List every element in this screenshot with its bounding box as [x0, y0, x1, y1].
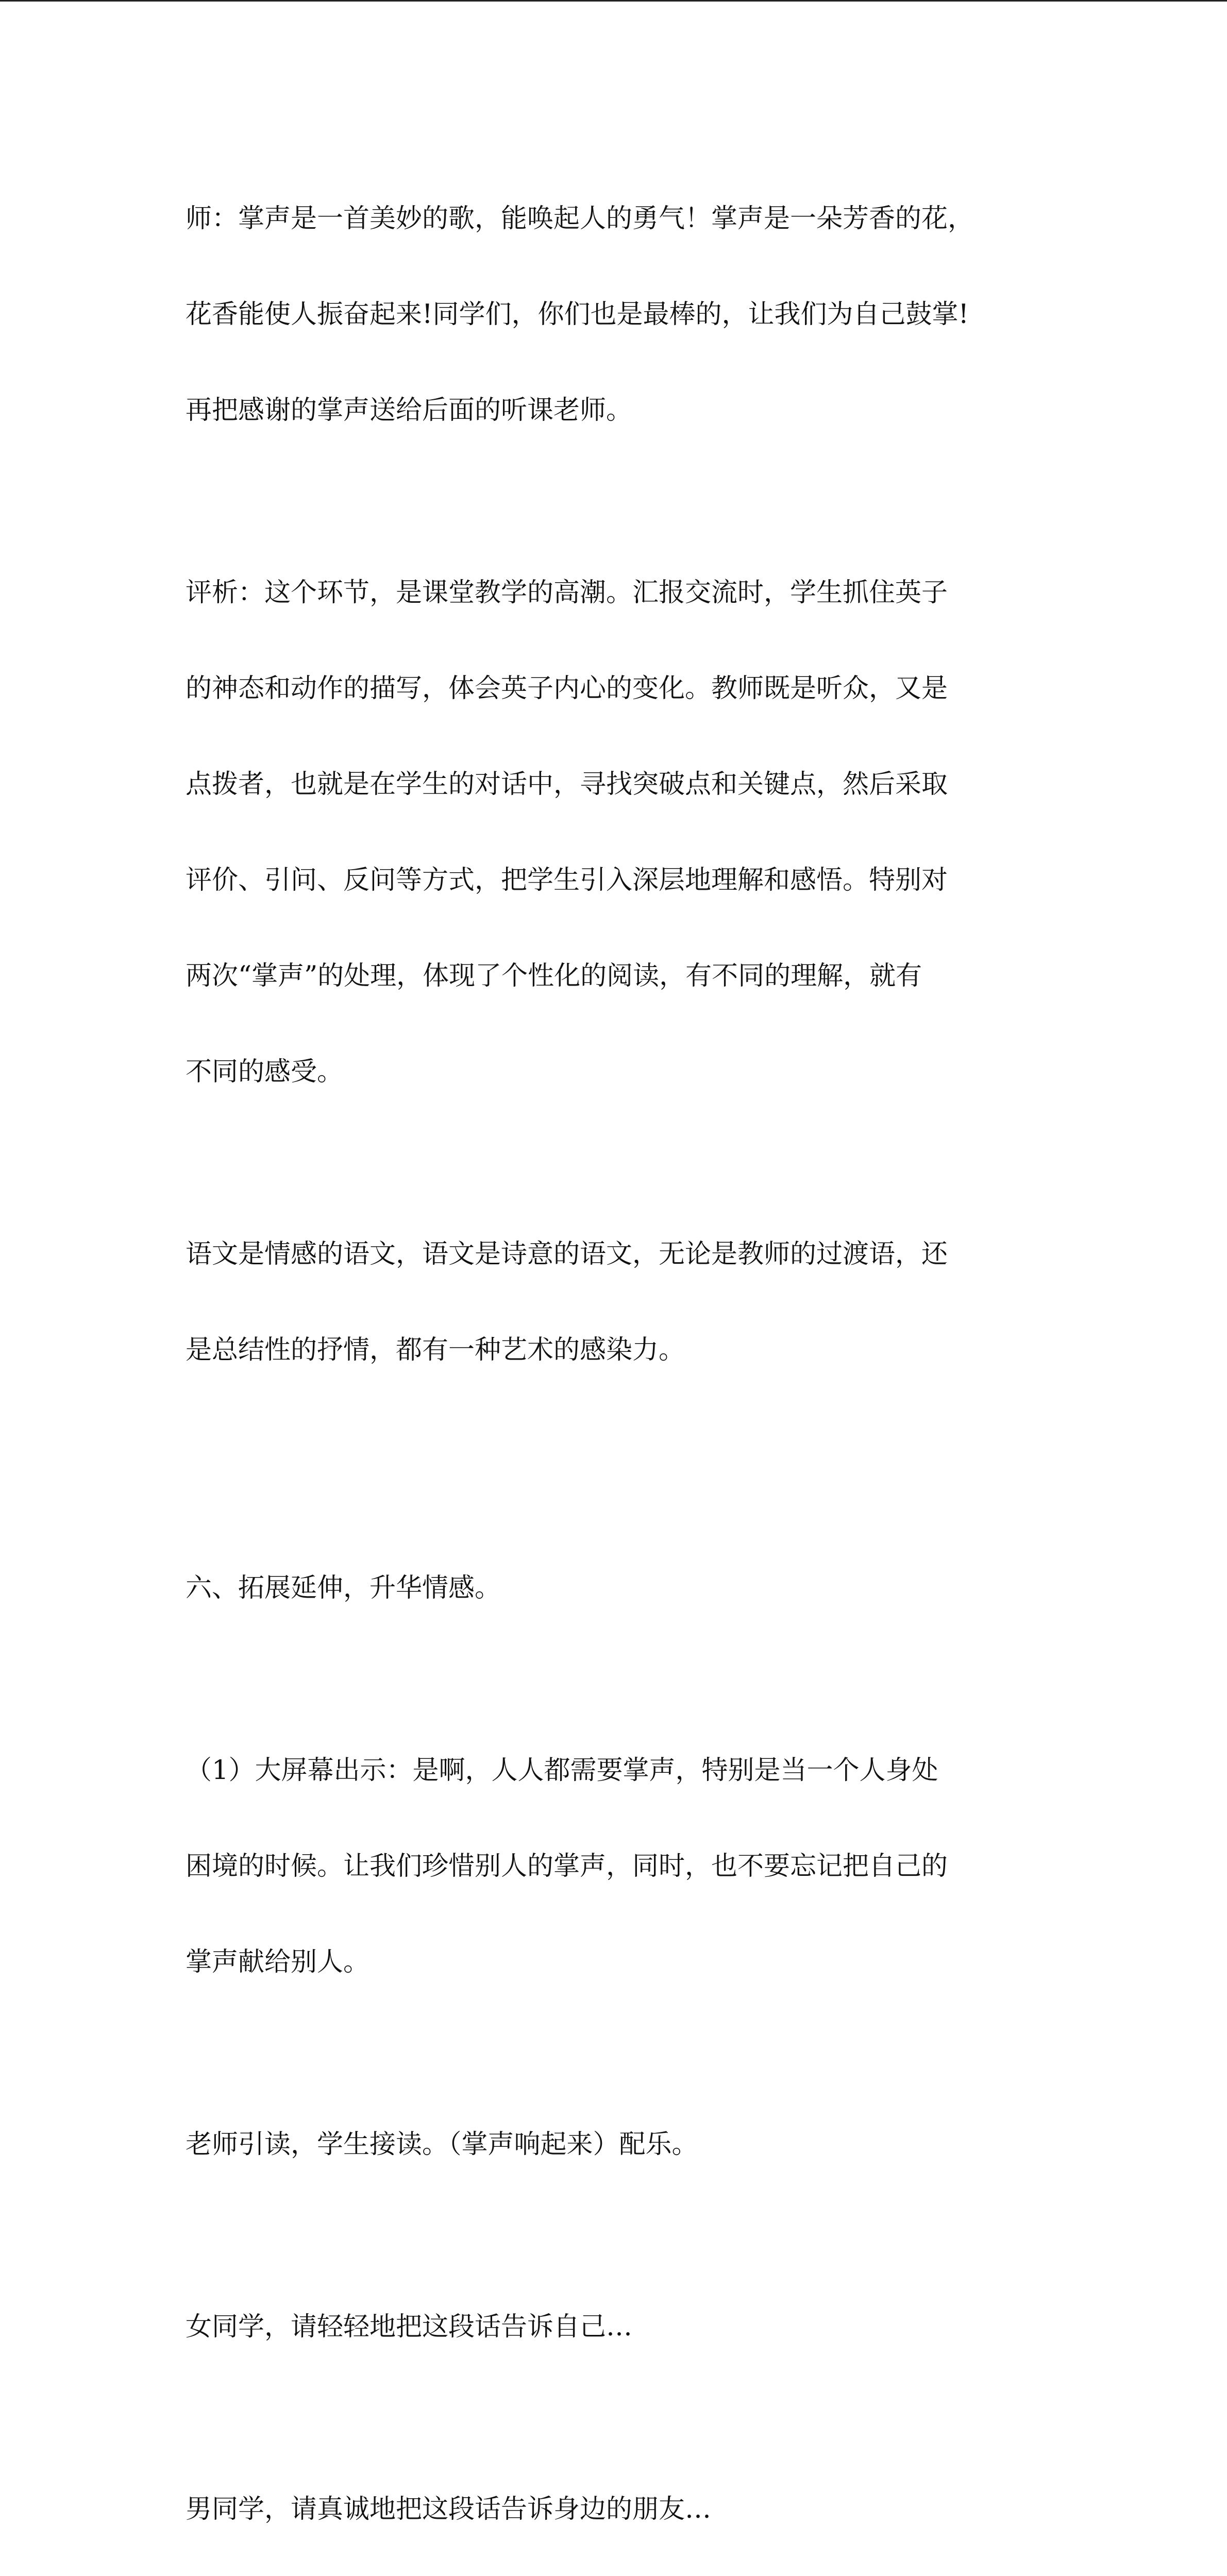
page-top-border	[0, 0, 1227, 2]
text-line: 女同学，请轻轻地把这段话告诉自己…	[186, 2312, 633, 2342]
text-line: 语文是情感的语文，语文是诗意的语文，无论是教师的过渡语，还	[186, 1239, 948, 1269]
paragraph-chinese-language	[186, 1175, 1041, 1430]
paragraph-teacher-applause	[186, 139, 1041, 490]
text-line: 男同学，请真诚地把这段话告诉身边的朋友…	[186, 2494, 712, 2524]
text-line: 两次“掌声”的处理，体现了个性化的阅读，有不同的理解，就有	[186, 961, 922, 991]
paragraph-analysis	[186, 513, 1041, 1152]
section-gap	[186, 1453, 1041, 1509]
document-page	[186, 139, 1041, 2576]
text-line: 的神态和动作的描写，体会英子内心的变化。教师既是听众，又是	[186, 673, 948, 704]
text-line: 掌声献给别人。	[186, 1947, 370, 1977]
text-line: （1）大屏幕出示：是啊，人人都需要掌声，特别是当一个人身处	[186, 1755, 938, 1786]
text-line: 六、拓展延伸，升华情感。	[186, 1573, 501, 1603]
text-line: 老师引读，学生接读。（掌声响起来）配乐。	[186, 2129, 698, 2160]
text-line: 评价、引问、反问等方式，把学生引入深层地理解和感悟。特别对	[186, 865, 948, 895]
paragraph-girls	[186, 2247, 1041, 2407]
paragraph-guided-reading	[186, 2065, 1041, 2225]
text-line: 不同的感受。	[186, 1057, 344, 1087]
text-line: 师：掌声是一首美妙的歌，能唤起人的勇气！掌声是一朵芳香的花，	[186, 204, 974, 234]
paragraph-step-1	[186, 1691, 1041, 2042]
text-line: 困境的时候。让我们珍惜别人的掌声，同时，也不要忘记把自己的	[186, 1851, 948, 1882]
text-line: 是总结性的抒情，都有一种艺术的感染力。	[186, 1335, 685, 1365]
section-heading-six	[186, 1509, 1041, 1668]
text-line: 花香能使人振奋起来!同学们，你们也是最棒的，让我们为自己鼓掌!	[186, 299, 969, 330]
paragraph-boys	[186, 2430, 1041, 2576]
text-line: 评析：这个环节，是课堂教学的高潮。汇报交流时，学生抓住英子	[186, 578, 948, 608]
text-line: 点拨者，也就是在学生的对话中，寻找突破点和关键点，然后采取	[186, 769, 948, 800]
text-line: 再把感谢的掌声送给后面的听课老师。	[186, 395, 633, 426]
